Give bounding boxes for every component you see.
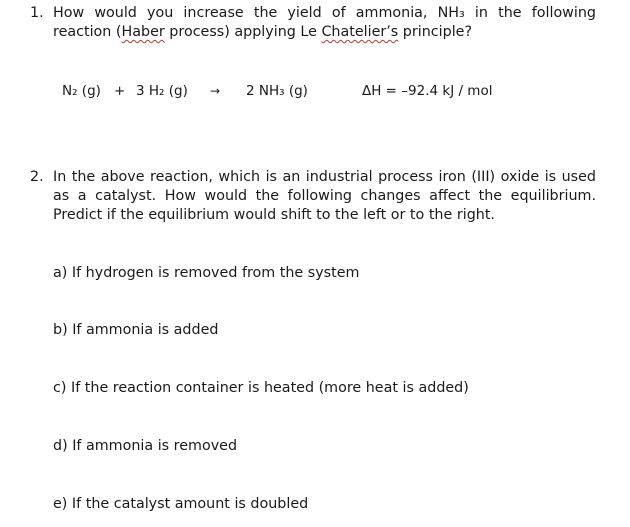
haber-equation	[0, 82, 630, 102]
plus-sign: +	[114, 83, 126, 99]
question-2-number: 2.	[30, 169, 44, 185]
question-1-text	[30, 4, 596, 42]
reactant-nitrogen: N₂ (g)	[62, 83, 101, 99]
spellcheck-word-chatelier: Chatelier’s	[321, 24, 399, 40]
enthalpy-change: ΔH = –92.4 kJ / mol	[362, 83, 493, 99]
question-1	[30, 4, 596, 42]
product-ammonia: 2 NH₃ (g)	[246, 83, 308, 99]
question-2-text: In the above reaction, which is an industrial process iron (III) oxide is used as a catalyst. How would the following changes affect the equilibrium. Predict if the equilibrium would shift to the left or to the right.	[53, 169, 596, 223]
question-2	[30, 168, 596, 225]
part-c: c) If the reaction container is heated (more heat is added)	[53, 380, 469, 396]
part-b: b) If ammonia is added	[53, 322, 219, 338]
question-1-text-end: principle?	[398, 24, 473, 40]
question-1-text-middle: process) applying Le	[164, 24, 322, 40]
part-d: d) If ammonia is removed	[53, 438, 238, 454]
spellcheck-word-haber: Haber	[121, 24, 165, 40]
question-1-number: 1.	[30, 5, 44, 21]
part-a: a) If hydrogen is removed from the system	[53, 265, 360, 281]
question-1-text-start: How would you increase the yield of ammonia, NH₃ in the following reaction (	[53, 5, 596, 40]
reaction-arrow-icon: →	[210, 84, 221, 98]
reactant-hydrogen: 3 H₂ (g)	[136, 83, 188, 99]
part-e: e) If the catalyst amount is doubled	[53, 496, 309, 512]
